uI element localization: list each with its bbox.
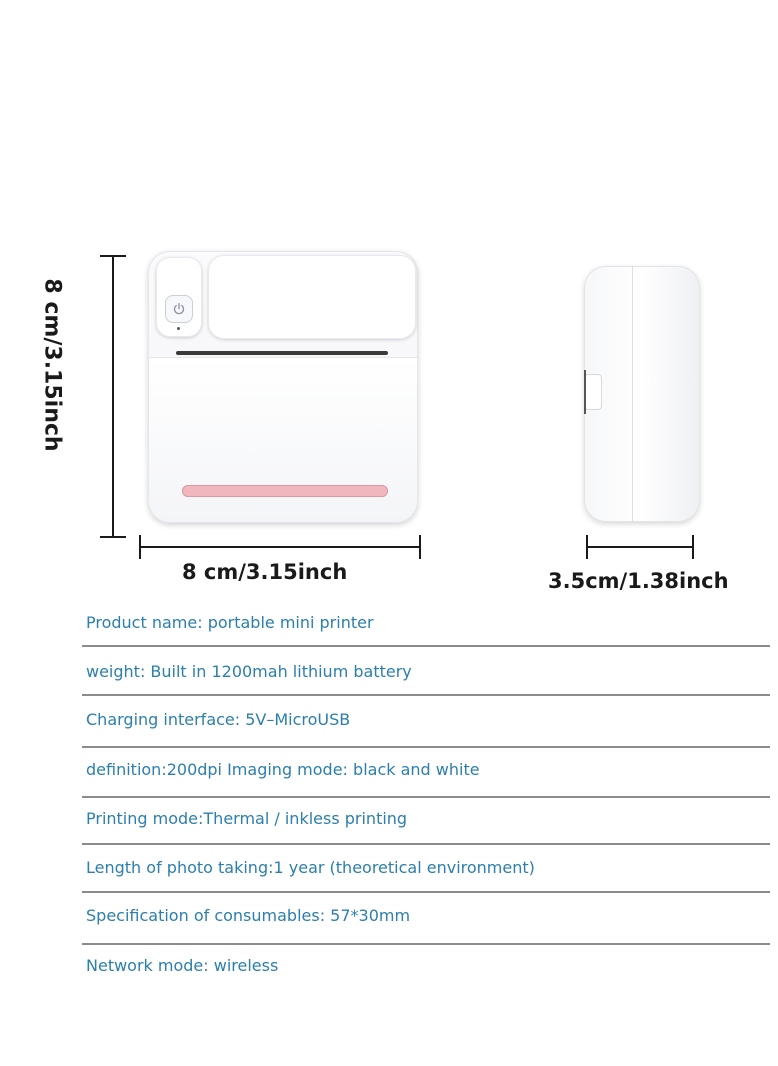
spec-definition: definition:200dpi Imaging mode: black and white xyxy=(86,760,480,779)
spec-consumables: Specification of consumables: 57*30mm xyxy=(86,906,411,925)
spec-printing-mode: Printing mode:Thermal / inkless printing xyxy=(86,809,408,828)
divider xyxy=(82,891,770,893)
printer-lid xyxy=(208,255,416,339)
divider xyxy=(82,694,770,696)
divider xyxy=(82,746,770,748)
power-icon xyxy=(172,302,186,316)
depth-label: 3.5cm/1.38inch xyxy=(548,569,729,593)
power-button-housing xyxy=(156,257,202,337)
spec-photo-lifetime: Length of photo taking:1 year (theoretical environment) xyxy=(86,858,535,877)
printer-side-view xyxy=(584,266,700,522)
side-edge-line xyxy=(584,370,586,414)
spec-product-name: Product name: portable mini printer xyxy=(86,613,374,632)
divider xyxy=(82,796,770,798)
divider xyxy=(82,943,770,945)
divider xyxy=(82,645,770,647)
power-button xyxy=(165,295,193,323)
paper-output-slot xyxy=(176,351,388,355)
divider xyxy=(82,843,770,845)
spec-network-mode: Network mode: wireless xyxy=(86,956,279,975)
pink-accent-strip xyxy=(182,485,388,497)
indicator-light xyxy=(177,327,180,330)
spec-charging: Charging interface: 5V–MicroUSB xyxy=(86,710,351,729)
printer-front-view xyxy=(148,251,418,523)
height-label: 8 cm/3.15inch xyxy=(39,278,65,452)
side-seam xyxy=(632,266,633,522)
width-label: 8 cm/3.15inch xyxy=(182,560,348,584)
spec-battery: weight: Built in 1200mah lithium battery xyxy=(86,662,412,681)
printer-body xyxy=(148,357,418,523)
usb-port-cover xyxy=(584,374,602,410)
